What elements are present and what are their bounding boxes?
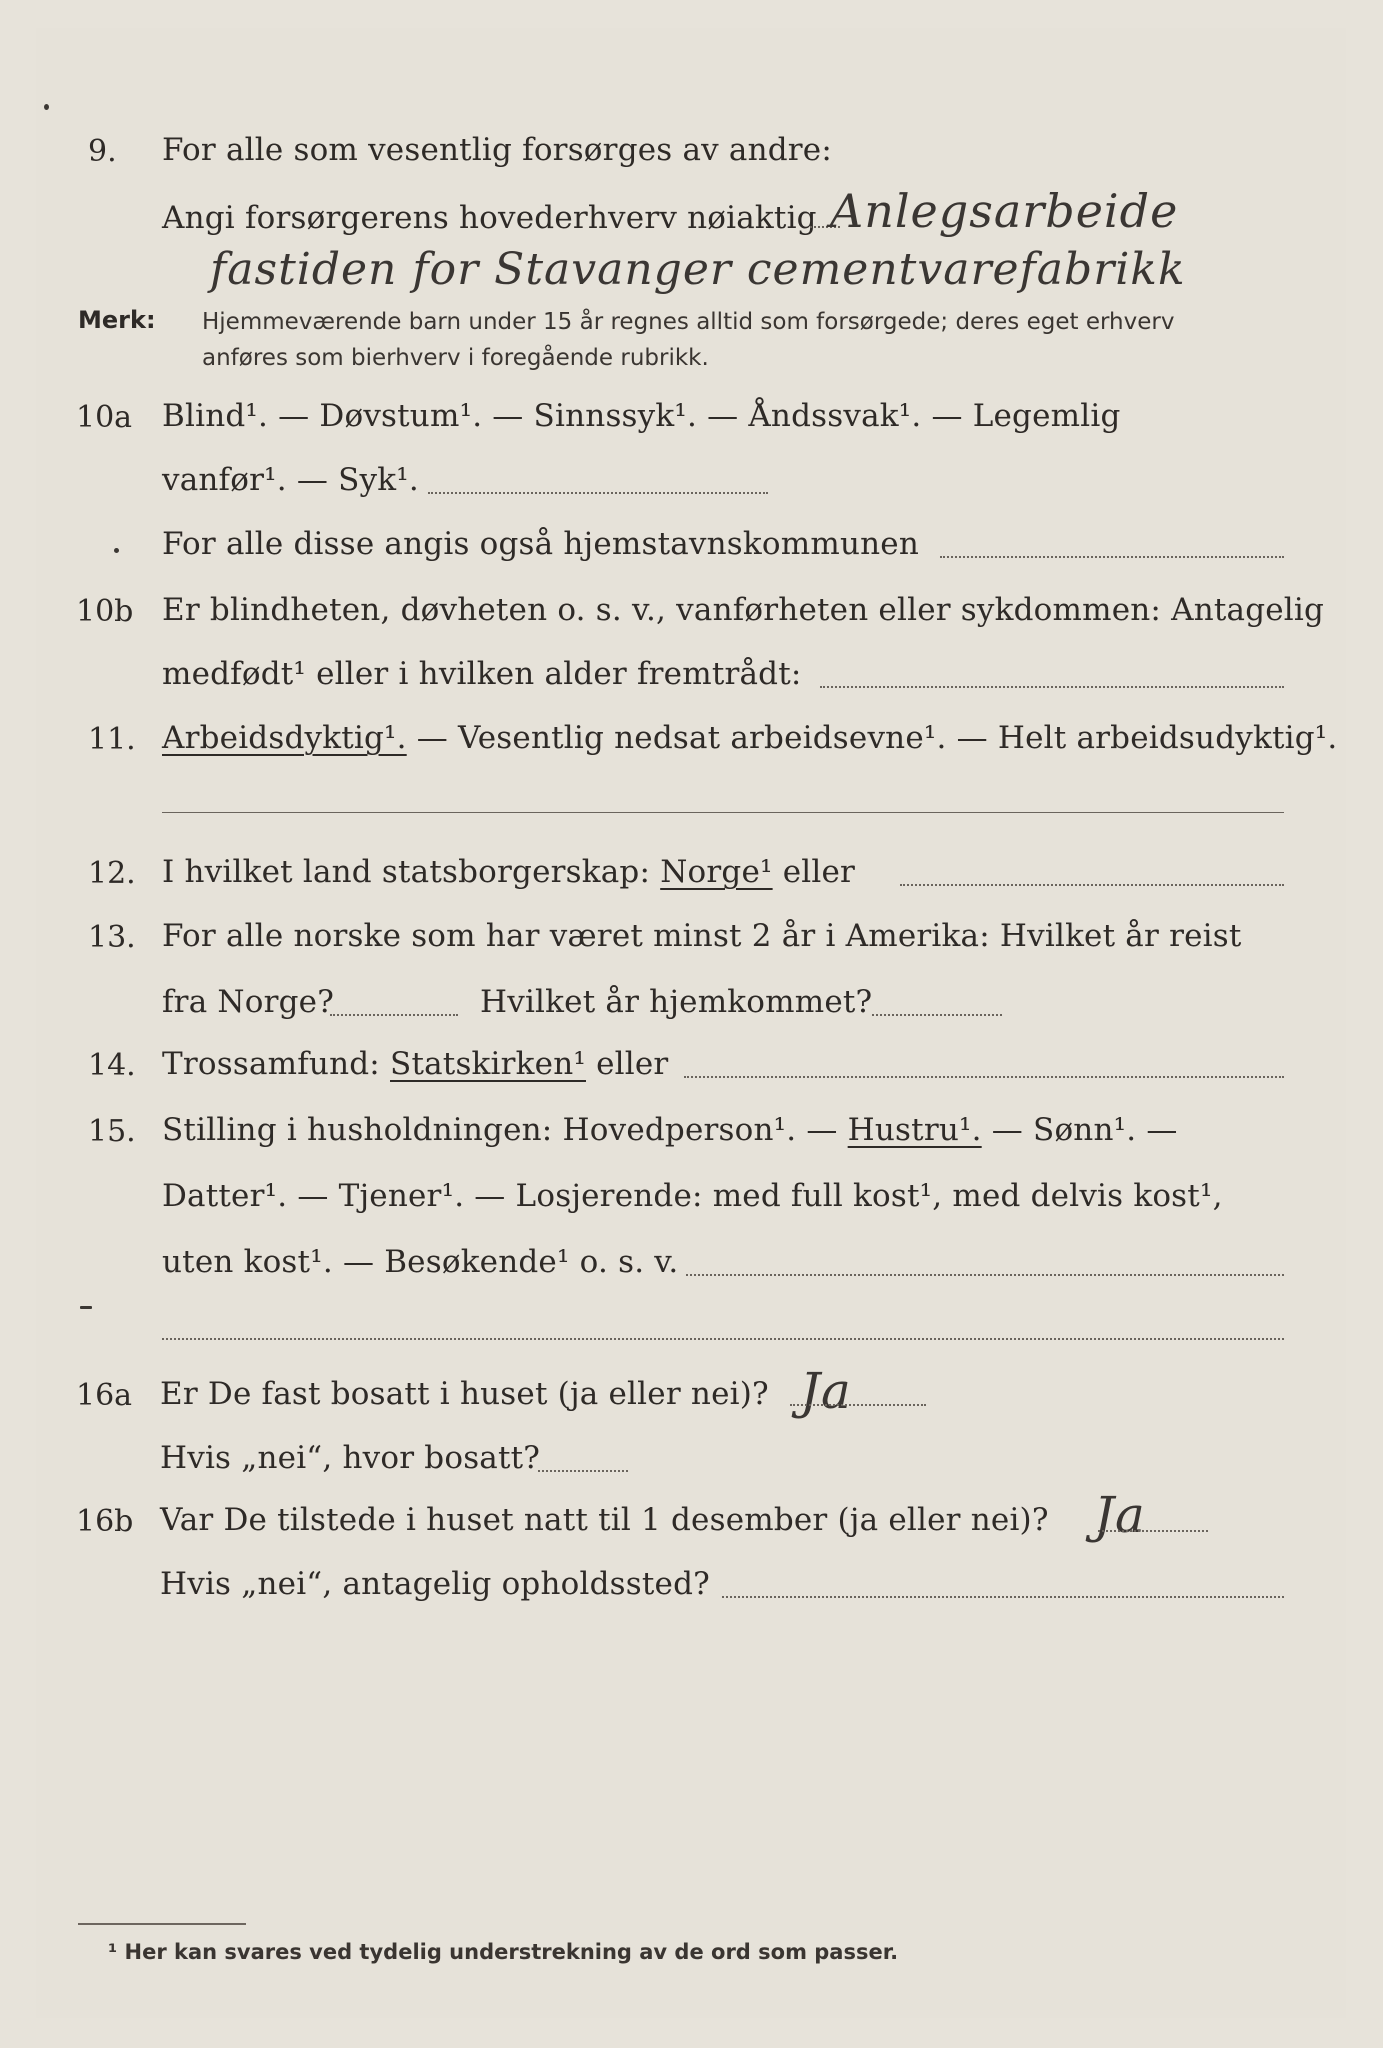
q10a-line1: Blind¹. — Døvstum¹. — Sinnssyk¹. — Åndssvak¹. — Legemlig bbox=[162, 398, 1121, 434]
q10b-number: 10b bbox=[76, 594, 134, 629]
q14-line bbox=[162, 1046, 668, 1082]
q15-line1b: — Sønn¹. — bbox=[991, 1112, 1178, 1148]
q14-label: Trossamfund: bbox=[162, 1046, 380, 1082]
q11-other-options: — Vesentlig nedsat arbeidsevne¹. — Helt arbeidsudyktig¹. bbox=[406, 720, 1338, 756]
q10a-line2: vanfør¹. — Syk¹. bbox=[162, 462, 419, 498]
q16a-line2: Hvis „nei“, hvor bosatt? bbox=[160, 1440, 541, 1476]
q16a-line1: Er De fast bosatt i huset (ja eller nei)? bbox=[160, 1376, 769, 1412]
q12-number: 12. bbox=[88, 856, 136, 891]
q16a-handwritten-answer: Ja bbox=[800, 1362, 852, 1420]
q15-selected-option: Hustru¹. bbox=[847, 1112, 982, 1148]
q11-line bbox=[162, 720, 1337, 756]
q15-dotted-line bbox=[686, 1274, 1284, 1276]
q12-line bbox=[162, 854, 855, 890]
q11-number: 11. bbox=[88, 722, 136, 757]
q13-line2a: fra Norge? bbox=[162, 984, 335, 1020]
q14-tail: eller bbox=[596, 1046, 669, 1082]
q16b-handwritten-answer: Ja bbox=[1094, 1486, 1146, 1544]
q13-reist-dotted-line bbox=[330, 1014, 458, 1016]
q11-selected-option: Arbeidsdyktig¹. bbox=[162, 720, 407, 756]
q15-blank-line bbox=[162, 1338, 1284, 1340]
q14-number: 14. bbox=[88, 1048, 136, 1083]
q13-number: 13. bbox=[88, 920, 136, 955]
q10b-line2: medfødt¹ eller i hvilken alder fremtrådt: bbox=[162, 656, 802, 692]
q16a-number: 16a bbox=[76, 1378, 133, 1413]
q10b-line1: Er blindheten, døvheten o. s. v., vanførheten eller sykdommen: Antagelig bbox=[162, 592, 1325, 628]
q14-dotted-line bbox=[684, 1076, 1284, 1078]
q9-line2-label: Angi forsørgerens hovederhverv nøiaktig bbox=[162, 200, 817, 236]
q9-handwritten-occupation-cont: fastiden for Stavanger cementvarefabrikk bbox=[210, 244, 1186, 295]
q15-line3: uten kost¹. — Besøkende¹ o. s. v. bbox=[162, 1244, 679, 1280]
q16b-line2: Hvis „nei“, antagelig opholdssted? bbox=[160, 1566, 710, 1602]
q16b-dotted-line bbox=[1098, 1530, 1208, 1532]
q16a-dotted-line bbox=[790, 1404, 926, 1406]
q15-number: 15. bbox=[88, 1114, 136, 1149]
paper-speck bbox=[114, 548, 119, 553]
q12-selected-option: Norge¹ bbox=[660, 854, 773, 890]
q10a-hjemstavn-dotted-line bbox=[940, 556, 1284, 558]
q16b-oppholdssted-dotted-line bbox=[722, 1596, 1284, 1598]
footnote: ¹ Her kan svares ved tydelig understrekning av de ord som passer. bbox=[108, 1940, 899, 1964]
q13-line1: For alle norske som har været minst 2 år i Amerika: Hvilket år reist bbox=[162, 918, 1242, 954]
q13-line2b: Hvilket år hjemkommet? bbox=[480, 984, 873, 1020]
q11-blank-line bbox=[162, 812, 1284, 813]
q9-line1: For alle som vesentlig forsørges av andre: bbox=[162, 132, 832, 168]
q16b-line1: Var De tilstede i huset natt til 1 desember (ja eller nei)? bbox=[160, 1502, 1049, 1538]
q15-line1 bbox=[162, 1112, 1178, 1148]
q9-number: 9. bbox=[88, 134, 117, 169]
q10a-line3: For alle disse angis også hjemstavnskommunen bbox=[162, 526, 919, 562]
footnote-rule bbox=[78, 1923, 246, 1925]
merk-line2: anføres som bierhverv i foregående rubrikk. bbox=[202, 345, 709, 371]
q15-line2: Datter¹. — Tjener¹. — Losjerende: med full kost¹, med delvis kost¹, bbox=[162, 1178, 1223, 1214]
q15-line1a: Stilling i husholdningen: Hovedperson¹. — bbox=[162, 1112, 838, 1148]
q12-tail: eller bbox=[782, 854, 856, 890]
q9-handwritten-occupation: Anlegsarbeide bbox=[830, 184, 1179, 238]
q16b-number: 16b bbox=[76, 1504, 134, 1539]
paper-speck bbox=[80, 1306, 92, 1309]
q12-dotted-line bbox=[900, 884, 1284, 886]
q10a-number: 10a bbox=[76, 400, 133, 435]
paper-speck bbox=[44, 104, 49, 110]
q10a-syk-dotted-line bbox=[428, 492, 768, 494]
merk-label: Merk: bbox=[78, 306, 156, 334]
q14-selected-option: Statskirken¹ bbox=[390, 1046, 586, 1082]
q13-hjemkommet-dotted-line bbox=[872, 1014, 1002, 1016]
merk-line1: Hjemmeværende barn under 15 år regnes alltid som forsørgede; deres eget erhverv bbox=[202, 309, 1175, 335]
q16a-bosatt-dotted-line bbox=[538, 1470, 628, 1472]
q10b-dotted-line bbox=[820, 686, 1284, 688]
q12-label: I hvilket land statsborgerskap: bbox=[162, 854, 651, 890]
